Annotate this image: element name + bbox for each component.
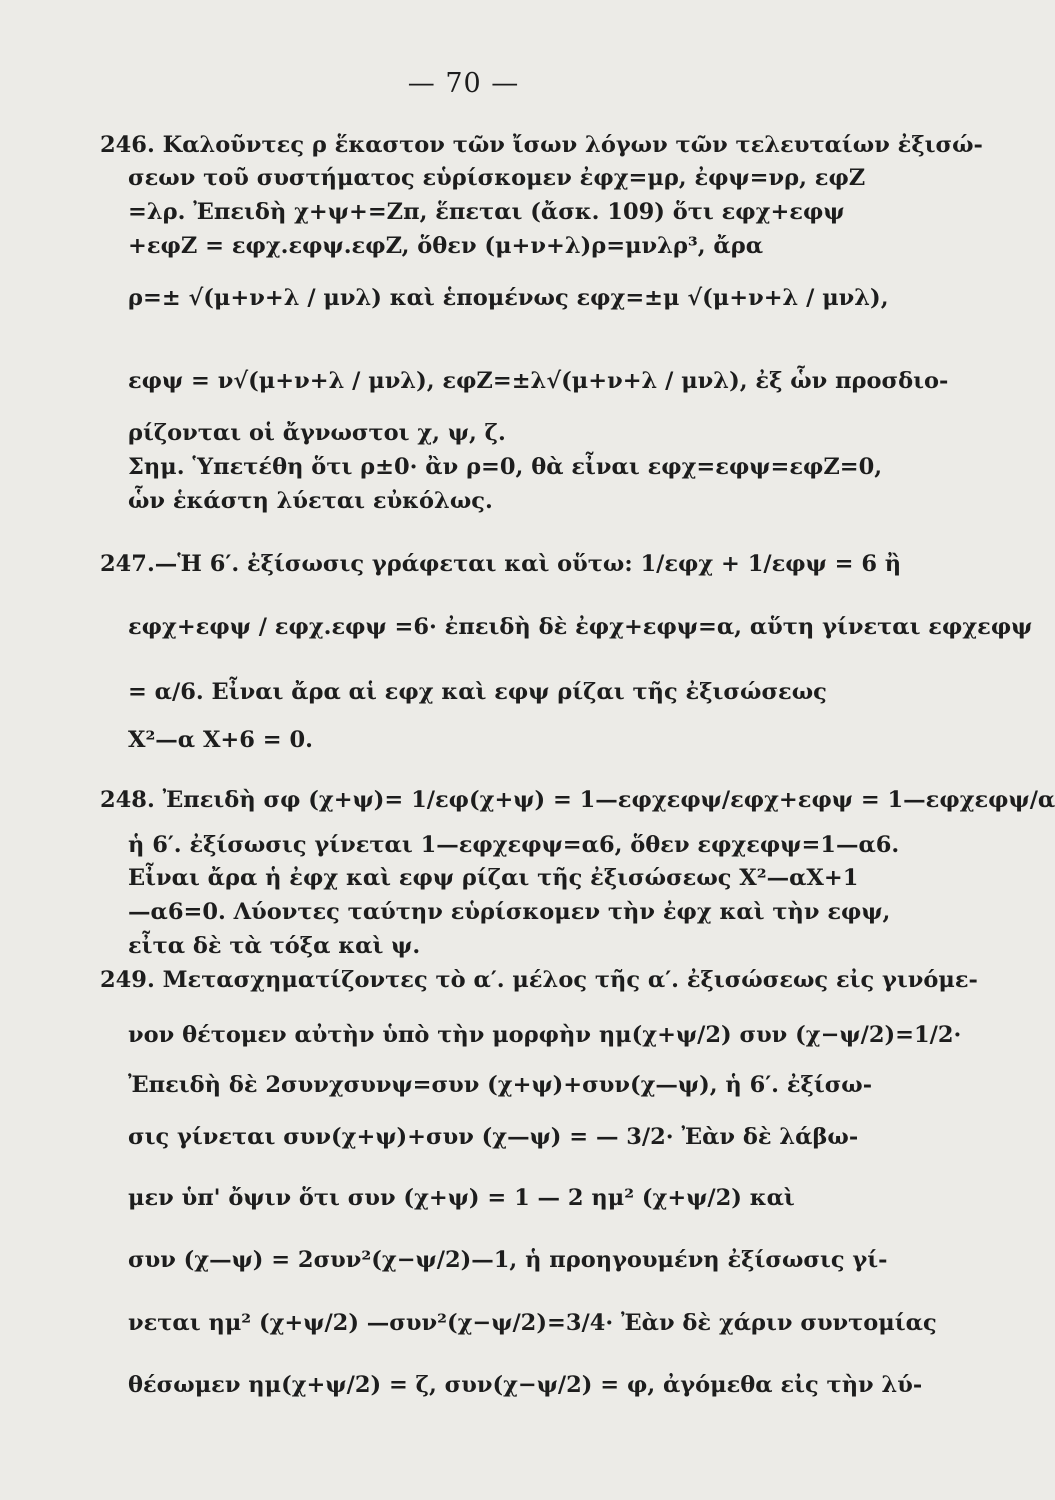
- note-line-8: Σημ. Ὑπετέθη ὅτι ρ±0· ἂν ρ=0, θὰ εἶναι εφχ=εφψ=εφZ=0,: [128, 454, 883, 480]
- text-line-11: εφχ+εφψ / εφχ.εφψ =6· ἐπειδὴ δὲ ἐφχ+εφψ=α, αὕτη γίνεται εφχεφψ: [128, 614, 1033, 640]
- equation-line-5: ρ=± √(μ+ν+λ / μνλ) καὶ ἑπομένως εφχ=±μ √(μ+ν+λ / μνλ),: [128, 285, 889, 311]
- text-line-14: 248. Ἐπειδὴ σφ (χ+ψ)= 1/εφ(χ+ψ) = 1—εφχεφψ/εφχ+εφψ = 1—εφχεφψ/α: [100, 787, 1055, 813]
- text-line-26: θέσωμεν ημ(χ+ψ/2) = ζ, συν(χ−ψ/2) = φ, ἀγόμεθα εἰς τὴν λύ-: [128, 1372, 923, 1398]
- text-line-23: μεν ὑπ' ὄψιν ὅτι συν (χ+ψ) = 1 — 2 ημ² (χ+ψ/2) καὶ: [128, 1185, 795, 1211]
- text-line-4: +εφZ = εφχ.εφψ.εφZ, ὅθεν (μ+ν+λ)ρ=μνλρ³, ἄρα: [128, 233, 764, 259]
- text-line-2: σεων τοῦ συστήματος εὑρίσκομεν ἐφχ=μρ, ἐφψ=νρ, εφZ: [128, 165, 866, 191]
- text-line-24: συν (χ—ψ) = 2συν²(χ−ψ/2)—1, ἡ προηγουμένη ἐξίσωσις γί-: [128, 1247, 888, 1273]
- text-line-25: νεται ημ² (χ+ψ/2) —συν²(χ−ψ/2)=3/4· Ἐὰν δὲ χάριν συντομίας: [128, 1310, 937, 1336]
- text-line-22: σις γίνεται συν(χ+ψ)+συν (χ—ψ) = — 3/2· Ἐὰν δὲ λάβω-: [128, 1124, 859, 1150]
- equation-line-6: εφψ = ν√(μ+ν+λ / μνλ), εφZ=±λ√(μ+ν+λ / μνλ), ἐξ ὧν προσδιο-: [128, 368, 949, 394]
- text-line-1: 246. Καλοῦντες ρ ἕκαστον τῶν ἴσων λόγων τῶν τελευταίων ἐξισώ-: [100, 132, 983, 158]
- text-line-18: εἶτα δὲ τὰ τόξα καὶ ψ.: [128, 933, 421, 959]
- text-line-7: ρίζονται οἱ ἄγνωστοι χ, ψ, ζ.: [128, 420, 506, 446]
- text-line-17: —α6=0. Λύοντες ταύτην εὑρίσκομεν τὴν ἐφχ καὶ τὴν εφψ,: [128, 899, 891, 925]
- text-line-12: = α/6. Εἶναι ἄρα αἱ εφχ καὶ εφψ ρίζαι τῆς ἐξισώσεως: [128, 679, 827, 705]
- text-line-10: 247.—Ἡ 6′. ἐξίσωσις γράφεται καὶ οὕτω: 1/εφχ + 1/εφψ = 6 ἢ: [100, 551, 902, 577]
- text-line-3: =λρ. Ἐπειδὴ χ+ψ+=Zπ, ἕπεται (ἄσκ. 109) ὅτι εφχ+εφψ: [128, 199, 845, 225]
- text-line-19: 249. Μετασχηματίζοντες τὸ α′. μέλος τῆς α′. ἐξισώσεως εἰς γινόμε-: [100, 967, 978, 993]
- text-line-21: Ἐπειδὴ δὲ 2συνχσυνψ=συν (χ+ψ)+συν(χ—ψ), ἡ 6′. ἐξίσω-: [128, 1072, 873, 1098]
- text-line-9: ὧν ἑκάστη λύεται εὐκόλως.: [128, 488, 493, 514]
- text-line-15: ἡ 6′. ἐξίσωσις γίνεται 1—εφχεφψ=α6, ὅθεν εφχεφψ=1—α6.: [128, 832, 900, 858]
- page-number: — 70 —: [407, 68, 520, 99]
- text-line-16: Εἶναι ἄρα ἡ ἐφχ καὶ εφψ ρίζαι τῆς ἐξισώσεως X²—αX+1: [128, 865, 859, 891]
- text-line-13: X²—α X+6 = 0.: [128, 727, 313, 753]
- text-line-20: νον θέτομεν αὐτὴν ὑπὸ τὴν μορφὴν ημ(χ+ψ/2) συν (χ−ψ/2)=1/2·: [128, 1022, 962, 1048]
